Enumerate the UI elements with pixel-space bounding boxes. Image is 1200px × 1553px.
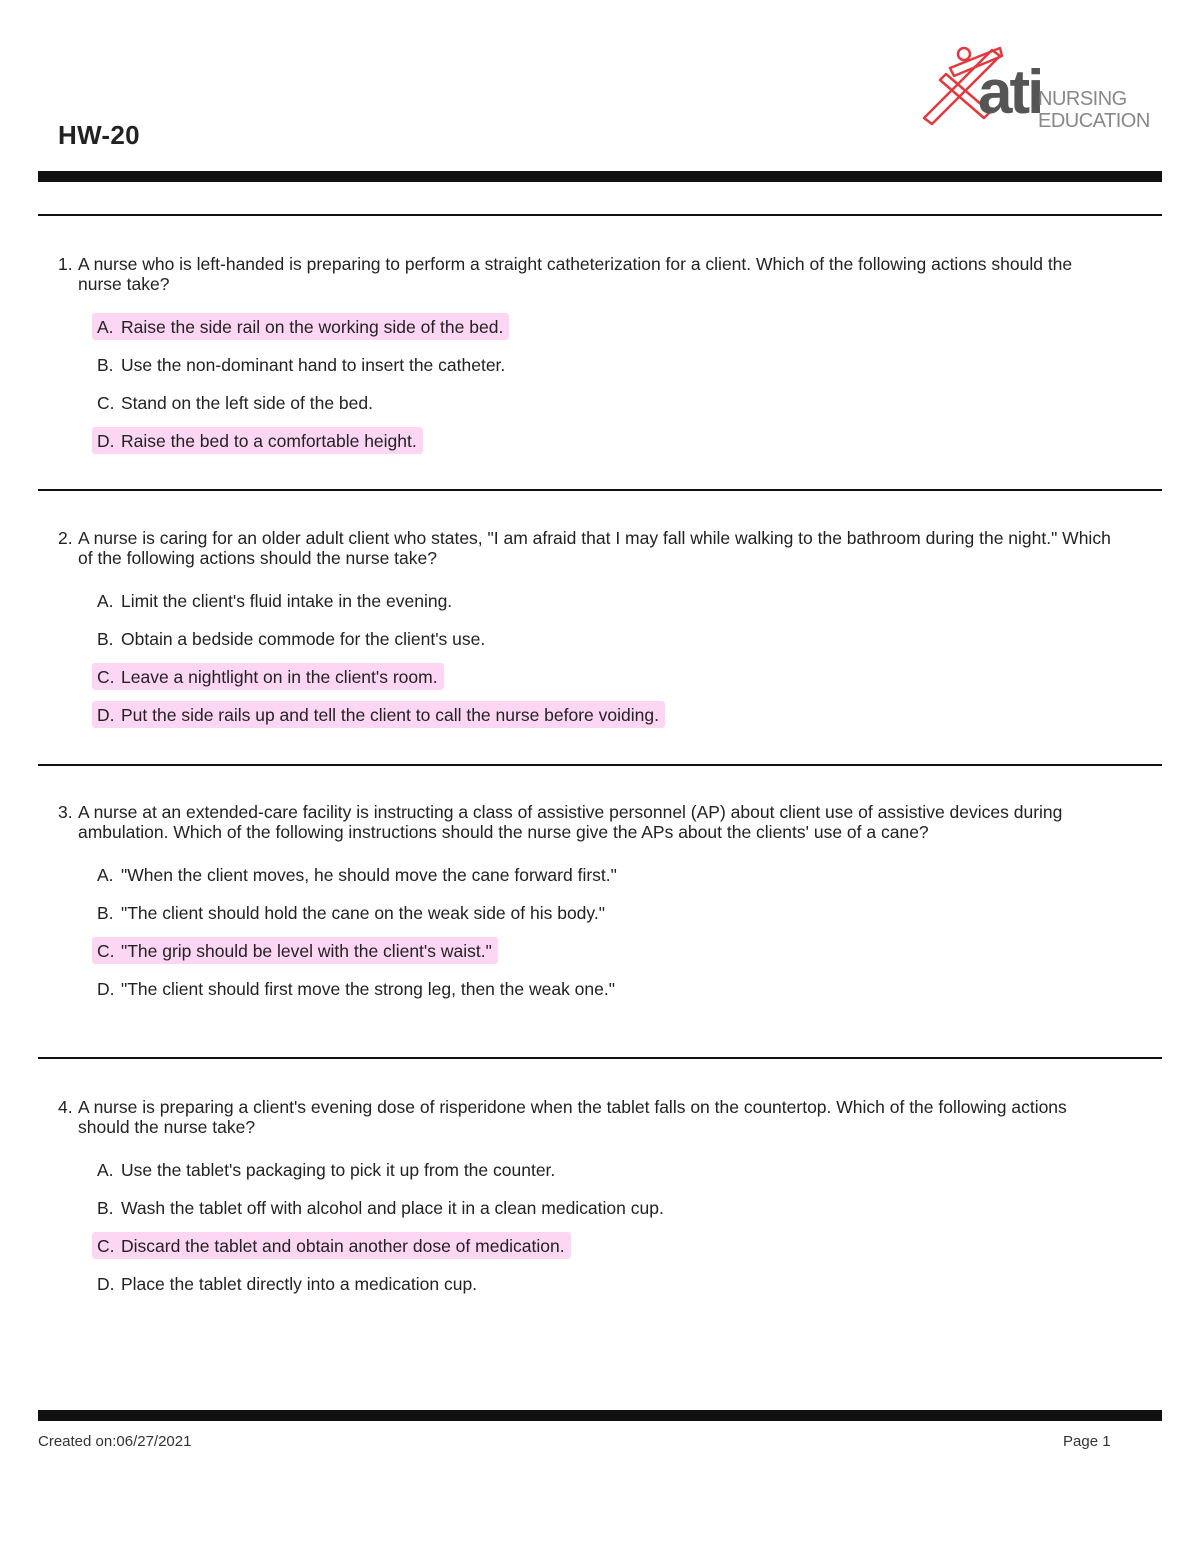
option-text: Raise the side rail on the working side of the bed. [121, 317, 504, 337]
option-letter: A. [97, 317, 114, 337]
option-letter: D. [97, 705, 115, 725]
page-title: HW-20 [58, 120, 140, 150]
answer-option-correct[interactable] [92, 427, 423, 454]
option-letter: B. [97, 903, 114, 923]
divider [38, 1057, 1162, 1059]
answer-option[interactable] [92, 1270, 483, 1297]
logo-ati-text: ati [978, 58, 1042, 127]
answer-option[interactable] [92, 1156, 561, 1183]
answer-option-correct[interactable] [92, 313, 509, 340]
answer-option[interactable] [92, 861, 623, 888]
question-text: A nurse who is left-handed is preparing to perform a straight catheterization for a client. Which of the following actions should the nurse take? [78, 254, 1073, 294]
option-letter: A. [97, 865, 114, 885]
answer-option[interactable] [92, 389, 379, 416]
option-letter: A. [97, 591, 114, 611]
question-number: 4. [58, 1097, 73, 1117]
footer-bar [38, 1410, 1162, 1421]
answer-option[interactable] [92, 587, 458, 614]
question-4 [58, 1098, 1118, 1308]
answer-option-correct[interactable] [92, 937, 498, 964]
ati-nursing-education-logo [920, 40, 1150, 140]
question-text: A nurse is preparing a client's evening dose of risperidone when the tablet falls on the countertop. Which of the following actions should the nurse take? [78, 1097, 1067, 1137]
answer-option[interactable] [92, 899, 611, 926]
logo-nursing-text: NURSING [1038, 88, 1127, 110]
option-text: Place the tablet directly into a medication cup. [121, 1274, 478, 1294]
option-letter: B. [97, 1198, 114, 1218]
option-letter: D. [97, 431, 115, 451]
created-date: Created on:06/27/2021 [38, 1433, 192, 1450]
option-text: "When the client moves, he should move the cane forward first." [121, 865, 617, 885]
option-letter: C. [97, 1236, 115, 1256]
question-number: 3. [58, 802, 73, 822]
answer-option-correct[interactable] [92, 663, 444, 690]
question-text: A nurse is caring for an older adult client who states, "I am afraid that I may fall while walking to the bathroom during the night." Which of the following actions should the nurse take? [78, 528, 1111, 568]
option-text: Put the side rails up and tell the client to call the nurse before voiding. [121, 705, 659, 725]
option-letter: A. [97, 1160, 114, 1180]
option-text: Use the tablet's packaging to pick it up from the counter. [121, 1160, 556, 1180]
question-number: 1. [58, 254, 73, 274]
answer-option[interactable] [92, 625, 491, 652]
option-letter: C. [97, 393, 115, 413]
option-text: Obtain a bedside commode for the client's use. [121, 629, 486, 649]
question-number: 2. [58, 528, 73, 548]
answer-option[interactable] [92, 975, 621, 1002]
answer-option-correct[interactable] [92, 701, 665, 728]
option-letter: D. [97, 1274, 115, 1294]
logo-education-text: EDUCATION [1038, 110, 1150, 132]
option-text: Discard the tablet and obtain another dose of medication. [121, 1236, 565, 1256]
option-text: "The grip should be level with the client's waist." [121, 941, 492, 961]
divider [38, 489, 1162, 491]
question-3 [58, 803, 1118, 1013]
question-2 [58, 529, 1118, 739]
option-letter: B. [97, 629, 114, 649]
option-text: Limit the client's fluid intake in the evening. [121, 591, 453, 611]
option-text: Raise the bed to a comfortable height. [121, 431, 417, 451]
header-bar [38, 171, 1162, 182]
answer-option[interactable] [92, 1194, 670, 1221]
answer-option-correct[interactable] [92, 1232, 571, 1259]
option-text: Leave a nightlight on in the client's room. [121, 667, 438, 687]
option-letter: C. [97, 941, 115, 961]
question-1 [58, 255, 1118, 465]
option-text: Use the non-dominant hand to insert the catheter. [121, 355, 506, 375]
page-number: Page 1 [1063, 1433, 1111, 1450]
option-letter: C. [97, 667, 115, 687]
divider [38, 214, 1162, 216]
option-letter: B. [97, 355, 114, 375]
option-text: "The client should hold the cane on the weak side of his body." [121, 903, 605, 923]
question-text: A nurse at an extended-care facility is instructing a class of assistive personnel (AP) about client use of assistive devices during ambulation. Which of the following instructions should the nurse give the APs about the clients' use of a cane? [78, 802, 1063, 842]
option-text: "The client should first move the strong leg, then the weak one." [121, 979, 615, 999]
option-text: Stand on the left side of the bed. [121, 393, 373, 413]
option-letter: D. [97, 979, 115, 999]
answer-option[interactable] [92, 351, 511, 378]
option-text: Wash the tablet off with alcohol and place it in a clean medication cup. [121, 1198, 664, 1218]
divider [38, 764, 1162, 766]
